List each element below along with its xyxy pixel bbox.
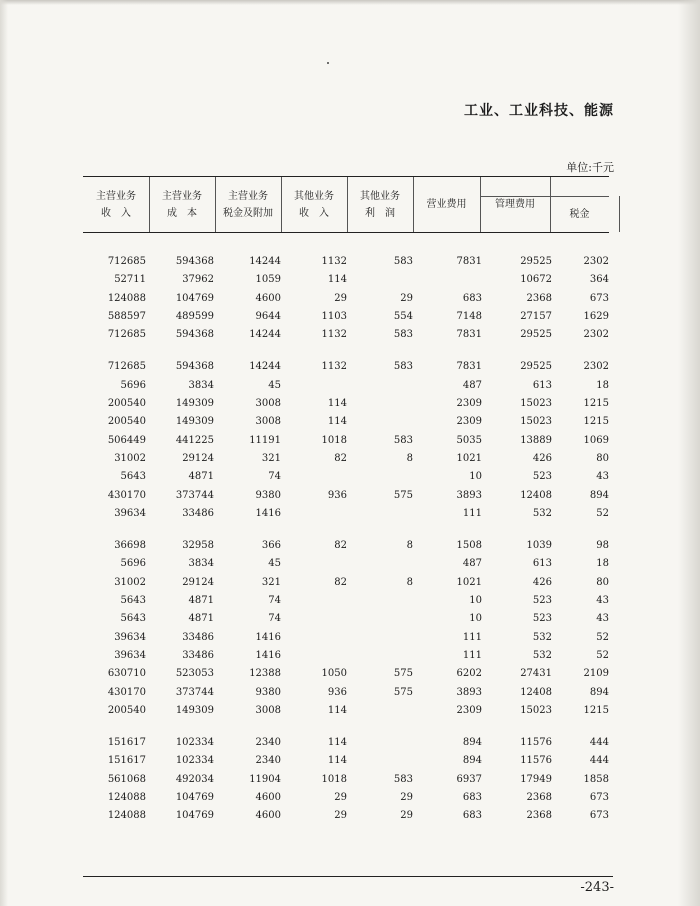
col-header-main-revenue: [83, 177, 149, 232]
header-divider: [413, 177, 414, 232]
table-cell: 2340: [255, 755, 281, 767]
table-cell: 430170: [107, 686, 146, 698]
col-header-main-cost: [149, 177, 215, 232]
header-divider: [149, 177, 150, 232]
table-cell: 10: [469, 613, 482, 625]
table-cell: 102334: [175, 737, 214, 749]
table-cell: 712685: [107, 361, 146, 373]
table-cell: 149309: [175, 704, 214, 716]
table-row: [83, 789, 609, 807]
table-cell: 426: [532, 576, 552, 588]
table-cell: 1069: [583, 434, 609, 446]
table-cell: 2368: [526, 292, 552, 304]
table-cell: 2309: [456, 398, 482, 410]
table-cell: 29: [334, 292, 347, 304]
table-cell: 10672: [520, 274, 552, 286]
table-cell: 31002: [114, 576, 146, 588]
table-cell: 523: [532, 595, 552, 607]
table-cell: 15023: [520, 704, 552, 716]
row-group: [83, 734, 609, 825]
table-row: [83, 610, 609, 628]
table-cell: 5643: [120, 471, 146, 483]
table-cell: 29: [334, 792, 347, 804]
table-cell: 936: [327, 489, 347, 501]
table-cell: 6202: [456, 668, 482, 680]
table-cell: 37962: [182, 274, 214, 286]
table-cell: 80: [596, 576, 609, 588]
header-subline: [480, 196, 609, 197]
table-cell: 506449: [107, 434, 146, 446]
table-cell: 7831: [456, 329, 482, 341]
table-row: [83, 647, 609, 665]
table-cell: 124088: [107, 792, 146, 804]
col-header-line: 主营业务: [96, 190, 136, 202]
table-cell: 894: [462, 737, 482, 749]
table-cell: 43: [596, 595, 609, 607]
table-cell: 45: [268, 558, 281, 570]
table-cell: 8: [406, 576, 413, 588]
table-cell: 111: [462, 649, 482, 661]
table-cell: 3008: [255, 704, 281, 716]
table-cell: 104769: [175, 292, 214, 304]
table-cell: 583: [393, 434, 413, 446]
table-cell: 613: [532, 379, 552, 391]
table-cell: 575: [393, 686, 413, 698]
table-cell: 114: [327, 274, 347, 286]
table-cell: 32958: [182, 540, 214, 552]
col-header-main-tax-surcharge: [215, 177, 281, 232]
table-cell: 11576: [520, 737, 552, 749]
table-cell: 8: [406, 540, 413, 552]
table-cell: 33486: [182, 649, 214, 661]
table-cell: 321: [261, 452, 281, 464]
table-cell: 1508: [456, 540, 482, 552]
col-header-line: 其他业务: [294, 190, 334, 202]
table-cell: 532: [532, 649, 552, 661]
table-cell: 27157: [520, 310, 552, 322]
table-row: [83, 450, 609, 468]
col-header-line: 税金: [569, 209, 590, 220]
table-cell: 5643: [120, 595, 146, 607]
table-cell: 11191: [249, 434, 281, 446]
table-cell: 9380: [255, 489, 281, 501]
col-header-other-revenue: [281, 177, 347, 232]
table-cell: 200540: [107, 398, 146, 410]
table-cell: 36698: [114, 540, 146, 552]
table-cell: 487: [462, 379, 482, 391]
table-cell: 321: [261, 576, 281, 588]
scan-right-edge: [678, 0, 700, 906]
header-divider: [550, 177, 551, 232]
table-cell: 18: [596, 379, 609, 391]
table-cell: 12408: [520, 686, 552, 698]
table-cell: 200540: [107, 416, 146, 428]
table-cell: 29: [334, 810, 347, 822]
table-cell: 31002: [114, 452, 146, 464]
table-cell: 575: [393, 668, 413, 680]
table-cell: 29525: [520, 329, 552, 341]
table-cell: 82: [334, 452, 347, 464]
table-cell: 532: [532, 631, 552, 643]
table-cell: 594368: [175, 361, 214, 373]
table-cell: 18: [596, 558, 609, 570]
table-cell: 5643: [120, 613, 146, 625]
table-row: [83, 574, 609, 592]
table-row: [83, 734, 609, 752]
table-cell: 74: [268, 595, 281, 607]
table-cell: 673: [589, 810, 609, 822]
table-cell: 373744: [175, 489, 214, 501]
table-cell: 39634: [114, 507, 146, 519]
table-cell: 3834: [188, 379, 214, 391]
row-group: [83, 537, 609, 720]
table-cell: 523: [532, 613, 552, 625]
table-cell: 364: [589, 274, 609, 286]
table-cell: 3008: [255, 398, 281, 410]
table-cell: 27431: [520, 668, 552, 680]
table-cell: 4600: [255, 292, 281, 304]
table-row: [83, 752, 609, 770]
table-cell: 33486: [182, 507, 214, 519]
table-cell: 594368: [175, 329, 214, 341]
table-cell: 104769: [175, 810, 214, 822]
table-cell: 5035: [456, 434, 482, 446]
table-cell: 2309: [456, 704, 482, 716]
table-cell: 15023: [520, 398, 552, 410]
table-cell: 366: [261, 540, 281, 552]
table-cell: 683: [462, 810, 482, 822]
header-divider: [281, 177, 282, 232]
footer-rule: [83, 876, 613, 877]
table-cell: 532: [532, 507, 552, 519]
table-cell: 441225: [175, 434, 214, 446]
table-cell: 14244: [249, 361, 281, 373]
table-cell: 111: [462, 631, 482, 643]
table-cell: 14244: [249, 256, 281, 267]
table-cell: 673: [589, 292, 609, 304]
table-cell: 1215: [583, 704, 609, 716]
table-cell: 82: [334, 576, 347, 588]
table-cell: 114: [327, 704, 347, 716]
table-cell: 554: [393, 310, 413, 322]
table-cell: 1858: [583, 773, 609, 785]
table-cell: 489599: [175, 310, 214, 322]
table-cell: 10: [469, 595, 482, 607]
table-row: [83, 555, 609, 573]
table-cell: 373744: [175, 686, 214, 698]
table-row: [83, 395, 609, 413]
table-cell: 7831: [456, 256, 482, 267]
table-cell: 17949: [520, 773, 552, 785]
table-cell: 894: [462, 755, 482, 767]
col-header-operating-expense: [413, 177, 480, 232]
col-header-line: 收 入: [299, 207, 329, 219]
col-header-line: 成 本: [167, 207, 197, 219]
table-cell: 894: [589, 686, 609, 698]
table-cell: 29124: [182, 576, 214, 588]
table-cell: 1416: [255, 507, 281, 519]
table-body: [83, 253, 609, 826]
table-cell: 52711: [114, 274, 146, 286]
table-cell: 74: [268, 471, 281, 483]
table-cell: 8: [406, 452, 413, 464]
table-row: [83, 487, 609, 505]
table-row: [83, 665, 609, 683]
scan-speck: [327, 62, 329, 64]
table-cell: 523053: [175, 668, 214, 680]
table-cell: 43: [596, 613, 609, 625]
table-cell: 583: [393, 329, 413, 341]
table-cell: 1018: [321, 773, 347, 785]
col-header-line: 利 润: [365, 207, 395, 219]
table-cell: 74: [268, 613, 281, 625]
table-cell: 124088: [107, 292, 146, 304]
table-cell: 29: [400, 792, 413, 804]
table-row: [83, 271, 609, 289]
table-cell: 712685: [107, 256, 146, 267]
table-cell: 613: [532, 558, 552, 570]
table-cell: 149309: [175, 416, 214, 428]
table-cell: 6937: [456, 773, 482, 785]
table-row: [83, 253, 609, 271]
scan-top-edge: [0, 0, 700, 5]
table-cell: 1132: [321, 329, 347, 341]
table-cell: 104769: [175, 792, 214, 804]
table-cell: 4871: [188, 613, 214, 625]
col-header-line: 主营业务: [228, 190, 268, 202]
table-cell: 2109: [583, 668, 609, 680]
table-cell: 1050: [321, 668, 347, 680]
table-cell: 1416: [255, 649, 281, 661]
table-cell: 712685: [107, 329, 146, 341]
table-cell: 523: [532, 471, 552, 483]
table-cell: 4600: [255, 792, 281, 804]
table-cell: 2368: [526, 792, 552, 804]
table-cell: 588597: [107, 310, 146, 322]
table-cell: 430170: [107, 489, 146, 501]
table-cell: 630710: [107, 668, 146, 680]
table-cell: 561068: [107, 773, 146, 785]
table-row: [83, 629, 609, 647]
table-cell: 29: [400, 292, 413, 304]
row-group: [83, 358, 609, 523]
table-row: [83, 377, 609, 395]
table-cell: 29525: [520, 361, 552, 373]
table-cell: 43: [596, 471, 609, 483]
table-row: [83, 358, 609, 376]
table-row: [83, 432, 609, 450]
table-row: [83, 592, 609, 610]
table-cell: 4871: [188, 471, 214, 483]
table-cell: 45: [268, 379, 281, 391]
table-row: [83, 468, 609, 486]
table-cell: 39634: [114, 649, 146, 661]
header-divider: [480, 177, 481, 232]
table-cell: 683: [462, 792, 482, 804]
table-cell: 4600: [255, 810, 281, 822]
table-cell: 936: [327, 686, 347, 698]
table-cell: 2302: [583, 361, 609, 373]
table-cell: 1059: [255, 274, 281, 286]
table-cell: 1629: [583, 310, 609, 322]
header-divider: [619, 196, 620, 232]
table-cell: 149309: [175, 398, 214, 410]
table-cell: 583: [393, 773, 413, 785]
table-cell: 124088: [107, 810, 146, 822]
table-cell: 151617: [107, 755, 146, 767]
table-cell: 9644: [255, 310, 281, 322]
table-row: [83, 290, 609, 308]
table-cell: 98: [596, 540, 609, 552]
table-cell: 1021: [456, 452, 482, 464]
col-header-other-profit: [347, 177, 413, 232]
table-cell: 583: [393, 361, 413, 373]
table-cell: 2368: [526, 810, 552, 822]
table-cell: 2309: [456, 416, 482, 428]
table-cell: 683: [462, 292, 482, 304]
table-cell: 114: [327, 737, 347, 749]
table-cell: 444: [589, 755, 609, 767]
table-cell: 29525: [520, 256, 552, 267]
table-cell: 14244: [249, 329, 281, 341]
table-cell: 7831: [456, 361, 482, 373]
table-cell: 29: [400, 810, 413, 822]
table-cell: 39634: [114, 631, 146, 643]
table-cell: 5696: [120, 558, 146, 570]
row-group: [83, 253, 609, 344]
header-divider: [347, 177, 348, 232]
table-cell: 114: [327, 755, 347, 767]
col-header-line: 其他业务: [360, 190, 400, 202]
table-row: [83, 771, 609, 789]
table-cell: 52: [596, 507, 609, 519]
table-cell: 2302: [583, 256, 609, 267]
table-row: [83, 505, 609, 523]
table-cell: 102334: [175, 755, 214, 767]
table-cell: 3008: [255, 416, 281, 428]
table-cell: 200540: [107, 704, 146, 716]
col-header-line: 管理费用: [495, 199, 535, 210]
table-cell: 1039: [526, 540, 552, 552]
scan-left-edge: [0, 0, 8, 906]
table-cell: 1215: [583, 398, 609, 410]
table-cell: 1103: [321, 310, 347, 322]
table-cell: 29124: [182, 452, 214, 464]
table-cell: 2302: [583, 329, 609, 341]
col-header-line: 税金及附加: [223, 207, 273, 219]
table-cell: 52: [596, 631, 609, 643]
col-header-line: 主营业务: [162, 190, 202, 202]
table-cell: 9380: [255, 686, 281, 698]
financial-table: [83, 176, 609, 826]
table-cell: 492034: [175, 773, 214, 785]
table-cell: 52: [596, 649, 609, 661]
table-cell: 583: [393, 256, 413, 267]
table-cell: 1215: [583, 416, 609, 428]
table-cell: 151617: [107, 737, 146, 749]
col-header-line: 收 入: [101, 207, 131, 219]
table-cell: 426: [532, 452, 552, 464]
unit-label: 单位:千元: [566, 161, 614, 174]
page-number: -243-: [580, 880, 614, 895]
table-cell: 111: [462, 507, 482, 519]
table-header: [83, 176, 609, 233]
col-header-admin-expense: [480, 177, 550, 232]
table-cell: 2340: [255, 737, 281, 749]
table-cell: 11576: [520, 755, 552, 767]
table-cell: 11904: [249, 773, 281, 785]
table-cell: 3834: [188, 558, 214, 570]
table-row: [83, 702, 609, 720]
table-row: [83, 537, 609, 555]
table-cell: 12408: [520, 489, 552, 501]
table-row: [83, 308, 609, 326]
table-cell: 673: [589, 792, 609, 804]
table-cell: 10: [469, 471, 482, 483]
table-row: [83, 413, 609, 431]
section-title: 工业、工业科技、能源: [464, 103, 614, 119]
table-cell: 1416: [255, 631, 281, 643]
table-cell: 3893: [456, 489, 482, 501]
table-cell: 894: [589, 489, 609, 501]
table-cell: 114: [327, 398, 347, 410]
table-cell: 4871: [188, 595, 214, 607]
table-cell: 12388: [249, 668, 281, 680]
col-header-line: 营业费用: [426, 199, 467, 210]
table-cell: 82: [334, 540, 347, 552]
table-cell: 15023: [520, 416, 552, 428]
table-cell: 1018: [321, 434, 347, 446]
table-cell: 594368: [175, 256, 214, 267]
table-row: [83, 684, 609, 702]
table-cell: 13889: [520, 434, 552, 446]
table-cell: 487: [462, 558, 482, 570]
table-row: [83, 807, 609, 825]
table-cell: 1132: [321, 361, 347, 373]
table-cell: 7148: [456, 310, 482, 322]
header-divider: [215, 177, 216, 232]
table-cell: 575: [393, 489, 413, 501]
table-cell: 444: [589, 737, 609, 749]
table-cell: 114: [327, 416, 347, 428]
table-cell: 80: [596, 452, 609, 464]
table-cell: 3893: [456, 686, 482, 698]
table-cell: 5696: [120, 379, 146, 391]
table-cell: 33486: [182, 631, 214, 643]
table-cell: 1021: [456, 576, 482, 588]
table-row: [83, 326, 609, 344]
table-cell: 1132: [321, 256, 347, 267]
